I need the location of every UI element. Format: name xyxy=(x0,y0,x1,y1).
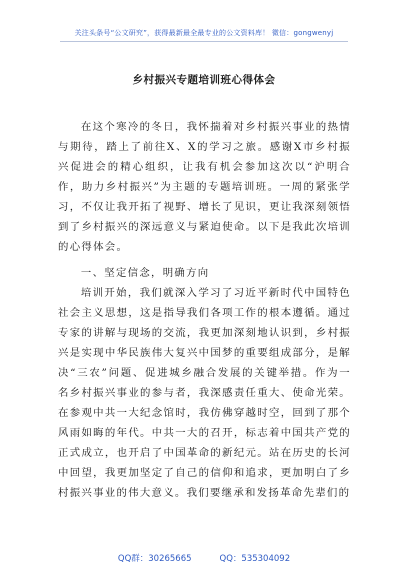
footer-qq-group: QQ群：30265665 xyxy=(117,554,192,564)
paragraph-section-1: 培训开始，我们就深入学习了习近平新时代中国特色社会主义思想，这是指导我们各项工作的根本遵循。通过专家的讲解与现场的交流，我更加深刻地认识到，乡村振兴是实现中华民族伟大复兴中国梦的重要组成部分，是解决“三农”问题、促进城乡融合发展的关键举措。作为一名乡村振兴事业的参与者，我深感责任重大、使命光荣。在参观中共一大纪念馆时，我仿佛穿越时空，回到了那个风雨如晦的年代。中共一大的召开，标志着中国共产党的正式成立，也开启了中国革命的新纪元。站在历史的长河中回望，我更加坚定了自己的信仰和追求，更加明白了乡村振兴事业的伟大意义。我们要继承和发扬革命先辈们的 xyxy=(58,287,351,499)
document-body xyxy=(58,117,351,503)
section-heading: 一、坚定信念，明确方向 xyxy=(80,267,210,279)
document-title: 乡村振兴专题培训班心得体会 xyxy=(132,74,276,86)
header-banner: 关注头条号“公文研究”，获得最新最全最专业的公文资料库！ 微信：gongwenyj xyxy=(74,29,334,37)
paragraph-intro: 在这个寒冷的冬日，我怀揣着对乡村振兴事业的热情与期待，踏上了前往X、X的学习之旅。感谢X市乡村振兴促进会的精心组织，让我有机会参加这次以“沪明合作，助力乡村振兴”为主题的专题培训班。一周的紧张学习，不仅让我开拓了视野、增长了见识，更让我深刻领悟到了乡村振兴的深远意义与紧迫使命。以下是我此次培训的心得体会。 xyxy=(58,121,351,253)
footer-contact xyxy=(0,552,408,564)
header-divider xyxy=(60,41,348,42)
footer-qq: QQ：535304092 xyxy=(219,554,291,564)
